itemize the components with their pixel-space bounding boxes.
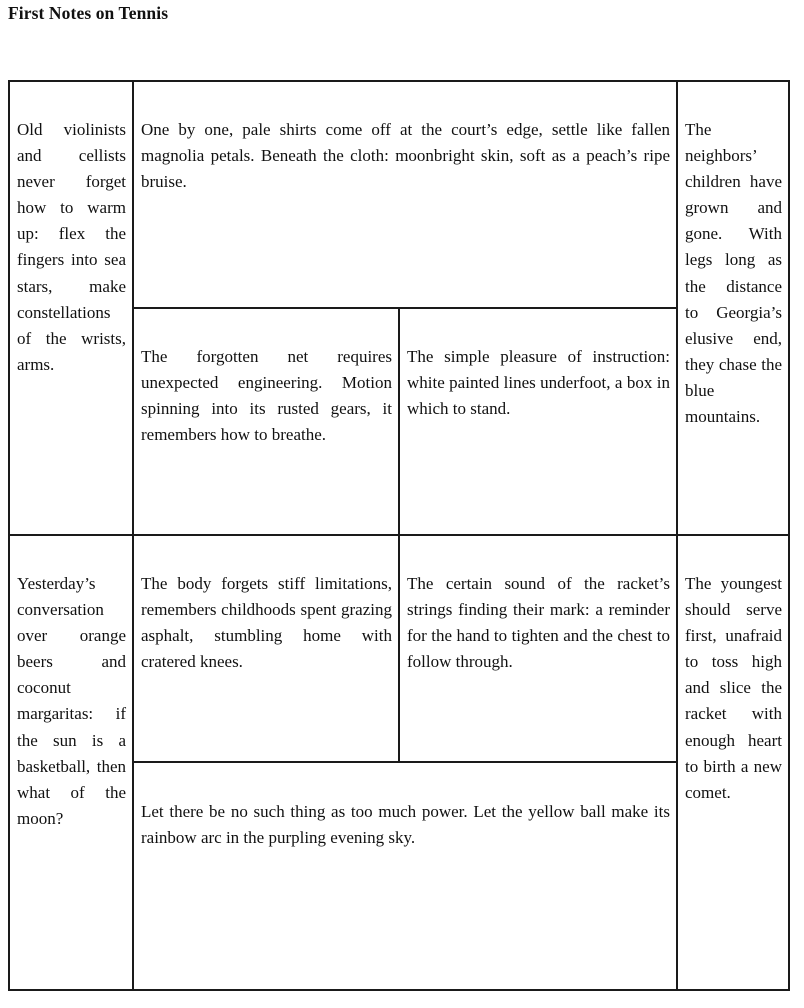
cell-middle-left-bottom: The body forgets stiff limitations, remembers childhoods spent grazing asphalt, stumbling home with cratered knees. — [141, 574, 392, 672]
grid-divider-horizontal-lower — [133, 761, 677, 763]
cell-right-top: The neighbors’ children have grown and gone. With legs long as the distance to Georgia’s elusive end, they chase the blue mountains. — [685, 120, 782, 427]
grid-divider-vertical-left — [132, 80, 134, 991]
cell-middle-left-top: The forgotten net requires unexpected engineering. Motion spinning into its rusted gears, it remembers how to breathe. — [141, 347, 392, 445]
cell-center-top: One by one, pale shirts come off at the court’s edge, settle like fallen magnolia petals. Beneath the cloth: moonbright skin, soft as a peach’s ripe bruise. — [141, 120, 670, 192]
grid-divider-vertical-center-bottom — [398, 535, 400, 762]
cell-middle-right-top: The simple pleasure of instruction: white painted lines underfoot, a box in which to stand. — [407, 347, 670, 419]
cell-left-bottom: Yesterday’s conversation over orange beers and coconut margaritas: if the sun is a basketball, then what of the moon? — [17, 574, 126, 828]
grid-divider-vertical-right — [676, 80, 678, 991]
grid-divider-horizontal-upper — [133, 307, 677, 309]
cell-left-top: Old violinists and cellists never forget how to warm up: flex the fingers into sea stars, make constellations of the wrists, arms. — [17, 120, 126, 374]
cell-right-bottom: The youngest should serve first, unafraid to toss high and slice the racket with enough heart to birth a new comet. — [685, 574, 782, 802]
cell-center-bottom: Let there be no such thing as too much power. Let the yellow ball make its rainbow arc in the purpling evening sky. — [141, 802, 670, 848]
cell-middle-right-bottom: The certain sound of the racket’s strings finding their mark: a reminder for the hand to tighten and the chest to follow through. — [407, 574, 670, 672]
grid-divider-vertical-center-top — [398, 308, 400, 535]
page-title: First Notes on Tennis — [8, 3, 169, 23]
